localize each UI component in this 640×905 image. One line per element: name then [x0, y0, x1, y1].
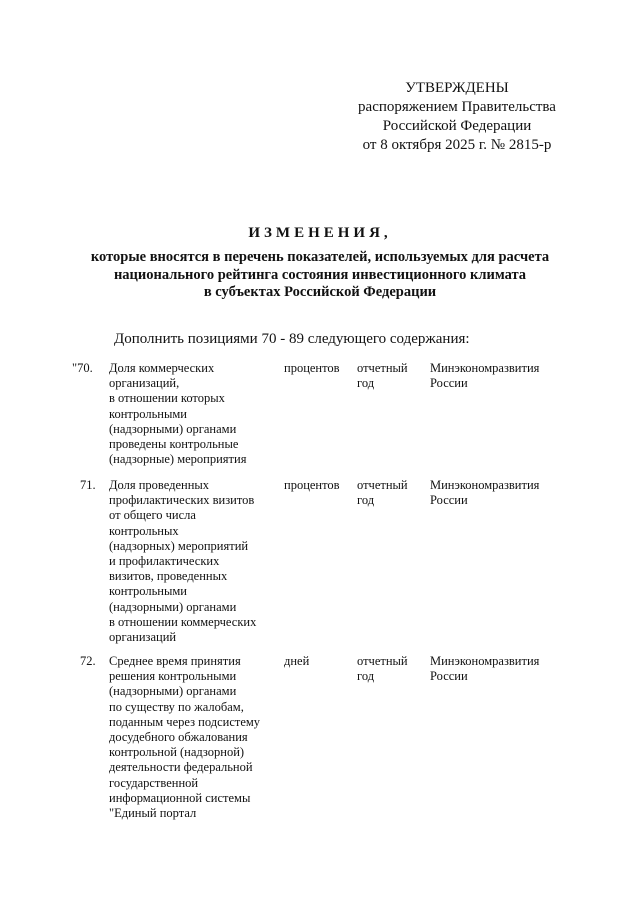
- description-line: в отношении коммерческих: [109, 614, 257, 629]
- approval-heading: УТВЕРЖДЕНЫ: [405, 80, 509, 96]
- period-line: год: [357, 493, 375, 508]
- description-line: поданным через подсистему: [109, 714, 261, 729]
- description-line: визитов, проведенных: [109, 569, 228, 584]
- org-line: России: [430, 669, 468, 684]
- approval-line: Российской Федерации: [382, 118, 532, 134]
- description-line: деятельности федеральной: [109, 760, 253, 775]
- org-line: России: [430, 376, 468, 391]
- unit-of-measure: процентов: [284, 361, 340, 375]
- description-line: Среднее время принятия: [109, 654, 241, 668]
- description-line: по существу по жалобам,: [109, 699, 244, 714]
- org-line: России: [430, 493, 468, 508]
- responsible-org: [430, 361, 539, 391]
- subtitle-line: в субъектах Российской Федерации: [203, 284, 437, 300]
- document-title: ИЗМЕНЕНИЯ,: [248, 225, 392, 241]
- description-line: контрольной (надзорной): [109, 745, 245, 760]
- description-line: (надзорными) органами: [109, 684, 237, 699]
- description-line: государственной: [109, 775, 199, 790]
- reporting-period: [357, 654, 408, 684]
- period-line: отчетный: [357, 478, 408, 492]
- approval-date: от 8 октября 2025 г. № 2815-р: [362, 137, 552, 153]
- unit-of-measure: дней: [284, 654, 310, 668]
- subtitle-line: которые вносятся в перечень показателей, используемых для расчета: [90, 249, 550, 265]
- description-line: информационной системы: [109, 790, 251, 805]
- description-line: решения контрольными: [109, 669, 237, 684]
- period-line: год: [357, 376, 375, 391]
- row-number: 71.: [80, 478, 96, 492]
- description-line: от общего числа: [109, 508, 196, 523]
- description-line: досудебного обжалования: [109, 730, 248, 745]
- description-line: Доля коммерческих: [109, 361, 215, 375]
- indicator-description: [109, 361, 284, 467]
- unit-of-measure: процентов: [284, 478, 340, 492]
- org-line: Минэкономразвития: [430, 654, 540, 668]
- description-line: (надзорные) мероприятия: [109, 452, 247, 467]
- description-line: в отношении которых: [109, 391, 225, 406]
- reporting-period: [357, 361, 408, 391]
- approval-stamp: [352, 79, 562, 155]
- row-number: 72.: [80, 654, 96, 668]
- description-line: и профилактических: [109, 554, 220, 569]
- responsible-org: [430, 478, 539, 508]
- description-line: организаций: [109, 630, 177, 645]
- description-line: Доля проведенных: [109, 478, 210, 492]
- description-line: "Единый портал: [109, 806, 197, 821]
- period-line: отчетный: [357, 654, 408, 668]
- description-line: контрольными: [109, 406, 187, 421]
- period-line: год: [357, 669, 375, 684]
- row-number: "70.: [72, 361, 93, 375]
- org-line: Минэкономразвития: [430, 478, 540, 492]
- description-line: организаций,: [109, 376, 180, 391]
- approval-line: распоряжением Правительства: [358, 99, 556, 115]
- description-line: контрольных: [109, 523, 179, 538]
- indicator-description: [109, 654, 284, 821]
- description-line: контрольными: [109, 584, 187, 599]
- indicator-description: [109, 478, 284, 645]
- description-line: (надзорных) мероприятий: [109, 538, 249, 553]
- responsible-org: [430, 654, 539, 684]
- org-line: Минэкономразвития: [430, 361, 540, 375]
- period-line: отчетный: [357, 361, 408, 375]
- intro-paragraph: Дополнить позициями 70 - 89 следующего содержания:: [114, 331, 470, 347]
- subtitle-line: национального рейтинга состояния инвестиционного климата: [113, 266, 527, 283]
- description-line: проведены контрольные: [109, 437, 239, 452]
- document-subtitle: [50, 249, 590, 302]
- description-line: профилактических визитов: [109, 493, 255, 508]
- description-line: (надзорными) органами: [109, 421, 237, 436]
- reporting-period: [357, 478, 408, 508]
- description-line: (надзорными) органами: [109, 599, 237, 614]
